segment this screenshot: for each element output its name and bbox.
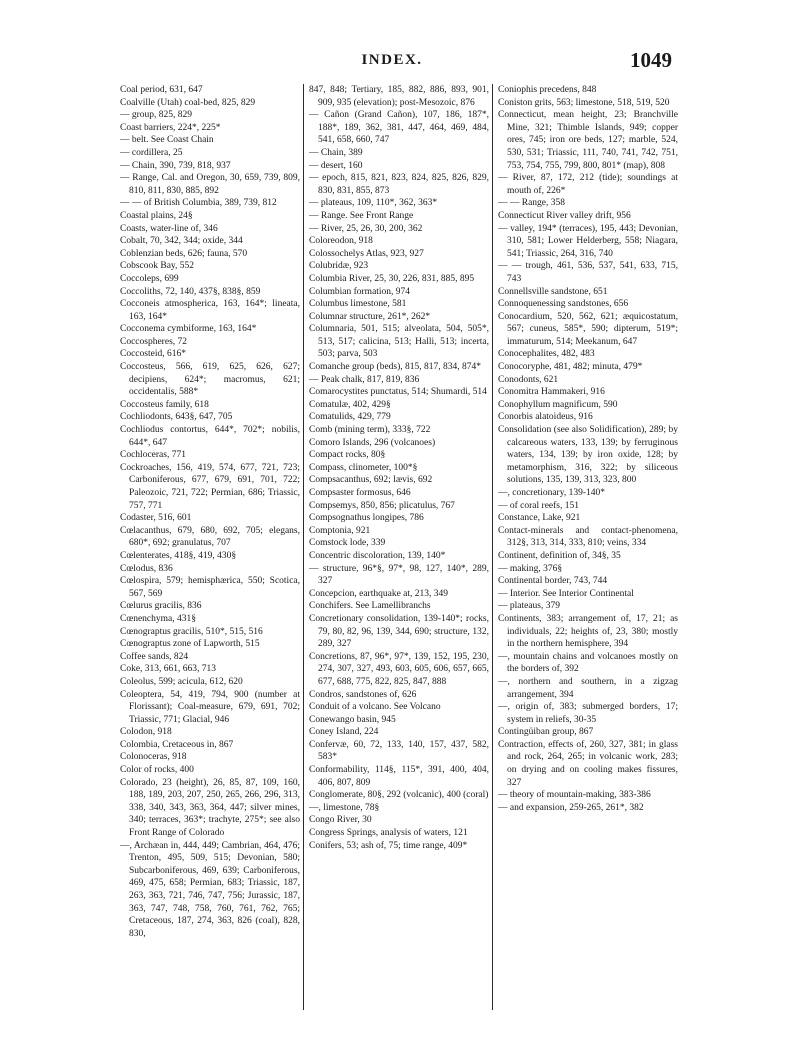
index-entry: Coastal plains, 24§ — [120, 210, 193, 221]
index-entry: Coloreodon, 918 — [309, 236, 373, 247]
index-entry: — epoch, 815, 821, 823, 824, 825, 826, 829, 830, 831, 855, 873 — [309, 173, 489, 196]
index-entry: Conocephalites, 482, 483 — [498, 349, 595, 360]
index-entry: Conformability, 114§, 115*, 391, 400, 404, 406, 807, 809 — [309, 765, 489, 788]
index-entry: — — of British Columbia, 389, 739, 812 — [120, 198, 277, 209]
index-entry: — belt. See Coast Chain — [120, 135, 214, 146]
index-entry: Cœlacanthus, 679, 680, 692, 705; elegans, 680*, 692; granulatus, 707 — [120, 525, 300, 549]
index-entry: Cœnograptus gracilis, 510*, 515, 516 — [120, 626, 263, 637]
index-entry: — group, 825, 829 — [120, 110, 193, 121]
index-entry: Cochliodonts, 643§, 647, 705 — [120, 412, 233, 423]
index-entry: Comstock lode, 339 — [309, 538, 386, 549]
index-entry: Coleoptera, 54, 419, 794, 900 (number at Florissant); Coal-measure, 679, 691, 702; Triassic, 771; Glacial, 946 — [120, 689, 300, 725]
index-entry: Conocardium, 520, 562, 621; æquicostatum, 567; cuneus, 585*, 590; dipterum, 519*; immaturum, 514; Meekanum, 647 — [498, 311, 678, 347]
index-entry: Comarocystites punctatus, 514; Shumardi, 514 — [309, 387, 487, 398]
index-entry: Cocconema cymbiforme, 163, 164* — [120, 324, 257, 335]
index-entry: Connellsville sandstone, 651 — [498, 286, 608, 297]
index-entry: Compsacanthus, 692; lævis, 692 — [309, 475, 433, 486]
index-entry: Colorado, 23 (height), 26, 85, 87, 109, 160, 188, 189, 203, 207, 250, 265, 266, 296, 313, 338, 340, 343, 363, 364, 447; silver mines, 340; terraces, 363*; trachyte, 275*; see also Front Range of Colorado — [120, 777, 300, 839]
index-entry: Conewango basin, 945 — [309, 714, 396, 725]
index-entry: —, northern and southern, in a zigzag arrangement, 394 — [498, 676, 678, 700]
index-entry: — — Range, 358 — [498, 198, 566, 209]
index-entry: Congo River, 30 — [309, 815, 372, 826]
index-entry: Conchifers. See Lamellibranchs — [309, 601, 431, 612]
index-entry: Conocoryphe, 481, 482; minuta, 479* — [498, 362, 643, 373]
index-entry: Compsaster formosus, 646 — [309, 488, 411, 498]
index-entry: Conorbis alatoideus, 916 — [498, 412, 593, 423]
index-entry: Coblenzian beds, 626; fauna, 570 — [120, 248, 248, 259]
page-title: INDEX. — [361, 52, 423, 68]
index-entry: Continents, 383; arrangement of, 17, 21; as individuals, 22; heights of, 23, 380; mostly in the northern hemisphere, 394 — [498, 613, 678, 650]
index-entry: Columbian formation, 974 — [309, 286, 411, 297]
index-entry: — making, 376§ — [498, 563, 563, 574]
index-entry: Coccoleps, 699 — [120, 273, 179, 284]
index-entry: — valley, 194* (terraces), 195, 443; Devonian, 310, 581; Lower Helderberg, 558; Niagara, 541; Triassic, 264, 316, 740 — [498, 223, 678, 259]
index-entry: — — trough, 461, 536, 537, 541, 633, 715, 743 — [498, 261, 678, 284]
index-entry: Codaster, 516, 601 — [120, 513, 192, 524]
index-entry: —, concretionary, 139-140* — [498, 488, 606, 498]
index-entry: — plateaus, 109, 110*, 362, 363* — [309, 198, 438, 209]
index-entry: Coleolus, 599; acicula, 612, 620 — [120, 676, 243, 687]
index-entry: Concentric discoloration, 139, 140* — [309, 550, 446, 561]
index-column-1 — [120, 84, 300, 1010]
index-entry: Colombia, Cretaceous in, 867 — [120, 739, 234, 750]
index-entry: Coffee sands, 824 — [120, 651, 189, 662]
index-entry: Coast barriers, 224*, 225* — [120, 122, 221, 133]
index-entry: Comptonia, 921 — [309, 525, 371, 536]
index-entry: — Peak chalk, 817, 819, 836 — [309, 374, 420, 385]
column-divider — [492, 84, 493, 1010]
index-columns — [120, 84, 680, 1010]
index-entry: Coal period, 631, 647 — [120, 85, 203, 95]
index-entry: Contact-minerals and contact-phenomena, 312§, 313, 314, 333, 810; veins, 334 — [498, 525, 678, 549]
index-entry: Connecticut River valley drift, 956 — [498, 210, 631, 221]
index-entry: — River, 25, 26, 30, 200, 362 — [309, 223, 423, 234]
index-entry: Coalville (Utah) coal-bed, 825, 829 — [120, 97, 256, 108]
index-column-3 — [498, 84, 678, 1010]
index-entry: Cœlurus gracilis, 836 — [120, 601, 202, 612]
index-entry: Connoquenessing sandstones, 656 — [498, 299, 629, 310]
index-entry: Comb (mining term), 333§, 722 — [309, 425, 431, 436]
index-entry: Compact rocks, 80§ — [309, 450, 386, 461]
index-entry: — Chain, 390, 739, 818, 937 — [120, 160, 231, 171]
index-entry: — Chain, 389 — [309, 147, 363, 158]
index-entry: Coccospheres, 72 — [120, 336, 188, 347]
index-entry: Cochloceras, 771 — [120, 450, 186, 461]
index-entry: — desert, 160 — [309, 160, 363, 171]
index-entry: Colossochelys Atlas, 923, 927 — [309, 248, 424, 259]
index-entry: Contraction, effects of, 260, 327, 381; in glass and rock, 264, 265; in volcanic work, 283; on drying and on cooling makes fissures, 327 — [498, 739, 678, 788]
index-entry: Cochliodus contortus, 644*, 702*; nobilis, 644*, 647 — [120, 425, 300, 448]
index-entry: 847, 848; Tertiary, 185, 882, 886, 893, 901, 909, 935 (elevation); post-Mesozoic, 876 — [309, 85, 489, 108]
index-entry: — Cañon (Grand Cañon), 107, 186, 187*, 188*, 189, 362, 381, 447, 464, 469, 484, 541, 658, 660, 747 — [309, 110, 489, 146]
index-entry: Comoro Islands, 296 (volcanoes) — [309, 437, 436, 448]
index-entry: Columnar structure, 261*, 262* — [309, 311, 431, 322]
index-entry: — Range. See Front Range — [309, 210, 414, 221]
index-entry: Connecticut, mean height, 23; Branchville Mine, 321; Thimble Islands, 949; copper ores, 745; iron ore beds, 127; marble, 524, 530, 531; Triassic, 111, 740, 741, 742, 751, 753, 754, 755, 799, 800, 801* (map), 808 — [498, 110, 678, 171]
index-entry: — plateaus, 379 — [498, 601, 561, 612]
index-entry: Coccosteid, 616* — [120, 349, 186, 360]
index-entry: Condros, sandstones of, 626 — [309, 689, 417, 700]
index-entry: Cocconeis atmospherica, 163, 164*; lineata, 163, 164* — [120, 299, 300, 322]
index-entry: —, limestone, 78§ — [309, 802, 380, 813]
index-entry: —, Archæan in, 444, 449; Cambrian, 464, 476; Trenton, 495, 509, 515; Devonian, 580; Subcarboniferous, 469, 639; Carboniferous, 469, 475, 658; Permian, 683; Triassic, 187, 263, 363, 721, 746, 747, 756; Jurassic, 187, 363, 747, 748, 758, 760, 761, 762, 765; Cretaceous, 187, 274, 363, 826 (coal), 828, 830, — [120, 840, 300, 939]
index-entry: Compsognathus longipes, 786 — [309, 513, 424, 524]
index-entry: Coccosteus family, 618 — [120, 399, 209, 410]
running-head — [112, 48, 672, 82]
index-entry: Conifers, 53; ash of, 75; time range, 409* — [309, 840, 468, 851]
index-entry: Coney Island, 224 — [309, 727, 379, 738]
index-entry: Contingüiban group, 867 — [498, 727, 594, 738]
index-entry: Columnaria, 501, 515; alveolata, 504, 505*, 513, 517; calicina, 513; Halli, 513; incerta, 503; parva, 503 — [309, 324, 489, 360]
index-entry: Cœlodus, 836 — [120, 563, 173, 574]
index-entry: Comatulids, 429, 779 — [309, 412, 391, 423]
index-entry: Concepcion, earthquake at, 213, 349 — [309, 588, 449, 599]
page-number: 1049 — [630, 48, 672, 72]
index-entry: Continental border, 743, 744 — [498, 576, 608, 587]
index-entry: Conomitra Hammakeri, 916 — [498, 387, 605, 398]
index-entry: — Range, Cal. and Oregon, 30, 659, 739, 809, 810, 811, 830, 885, 892 — [120, 173, 300, 196]
index-entry: Colodon, 918 — [120, 727, 172, 738]
index-entry: —, origin of, 383; submerged borders, 17; system in reliefs, 30-35 — [498, 702, 678, 725]
index-entry: Continent, definition of, 34§, 35 — [498, 550, 621, 561]
index-entry: Cœnograptus zone of Lapworth, 515 — [120, 639, 260, 650]
index-entry: — theory of mountain-making, 383-386 — [498, 790, 651, 801]
index-entry: Coccosteus, 566, 619, 625, 626, 627; decipiens, 624*; macromus, 621; occidentalis, 588* — [120, 362, 300, 398]
index-entry: — of coral reefs, 151 — [498, 500, 579, 511]
index-entry: Cockroaches, 156, 419, 574, 677, 721, 723; Carboniferous, 677, 679, 691, 701, 722; Paleozoic, 721, 722; Permian, 686; Triassic, 757, 771 — [120, 462, 300, 511]
index-entry: — structure, 96*§, 97*, 98, 127, 140*, 289, 327 — [309, 563, 489, 587]
index-entry: Compass, clinometer, 100*§ — [309, 462, 418, 473]
index-entry: Coasts, water-line of, 346 — [120, 223, 218, 234]
index-entry: Concretions, 87, 96*, 97*, 139, 152, 195, 230, 274, 307, 327, 493, 603, 605, 606, 657, 665, 677, 688, 775, 822, 825, 847, 888 — [309, 651, 489, 687]
index-entry: Coniophis precedens, 848 — [498, 85, 597, 95]
index-entry: Coccoliths, 72, 140, 437§, 838§, 859 — [120, 286, 261, 297]
index-entry: Constance, Lake, 921 — [498, 513, 581, 524]
index-entry: Colonoceras, 918 — [120, 752, 187, 763]
index-entry: Cœlenterates, 418§, 419, 430§ — [120, 550, 237, 561]
index-entry: Coke, 313, 661, 663, 713 — [120, 664, 217, 675]
index-column-2 — [309, 84, 489, 1010]
column-divider — [303, 84, 304, 1010]
index-entry: — cordillera, 25 — [120, 147, 183, 158]
index-entry: Cobscook Bay, 552 — [120, 261, 195, 272]
index-entry: Comatulæ, 402, 429§ — [309, 399, 391, 410]
index-entry: Comanche group (beds), 815, 817, 834, 874* — [309, 362, 482, 373]
index-entry: — Interior. See Interior Continental — [498, 588, 634, 599]
index-entry: Cœlospira, 579; hemisphærica, 550; Scotica, 567, 569 — [120, 576, 300, 599]
index-entry: —, mountain chains and volcanoes mostly on the borders of, 392 — [498, 651, 678, 675]
index-entry: — River, 87, 172, 212 (tide); soundings at mouth of, 226* — [498, 173, 678, 196]
index-entry: Concretionary consolidation, 139-140*; rocks, 79, 80, 82, 96, 139, 344, 690; structure, 132, 289, 327 — [309, 613, 489, 650]
index-entry: Columbus limestone, 581 — [309, 299, 407, 310]
index-entry: Cœnenchyma, 431§ — [120, 613, 196, 624]
index-entry: Conophyllum magnificum, 590 — [498, 399, 618, 410]
index-entry: Conduit of a volcano. See Volcano — [309, 702, 441, 713]
index-entry: Color of rocks, 400 — [120, 765, 194, 776]
index-entry: Cobalt, 70, 342, 344; oxide, 344 — [120, 236, 243, 247]
index-entry: Consolidation (see also Solidification), 289; by calcareous waters, 133, 139; by ferruginous waters, 134, 139; by iron oxide, 128; by metamorphism, 316, 322; by siliceous solutions, 135, 139, 313, 323, 800 — [498, 425, 678, 486]
index-entry: — and expansion, 259-265, 261*, 382 — [498, 802, 644, 813]
index-entry: Conglomerate, 80§, 292 (volcanic), 400 (coral) — [309, 790, 489, 801]
index-entry: Congress Springs, analysis of waters, 121 — [309, 828, 468, 839]
index-entry: Coniston grits, 563; limestone, 518, 519, 520 — [498, 97, 670, 108]
index-entry: Conodonts, 621 — [498, 374, 559, 385]
index-entry: Columbia River, 25, 30, 226, 831, 885, 895 — [309, 273, 475, 284]
index-entry: Confervæ, 60, 72, 133, 140, 157, 437, 582, 583* — [309, 739, 489, 763]
index-entry: Colubridæ, 923 — [309, 261, 369, 272]
index-entry: Compsemys, 850, 856; plicatulus, 767 — [309, 500, 455, 511]
